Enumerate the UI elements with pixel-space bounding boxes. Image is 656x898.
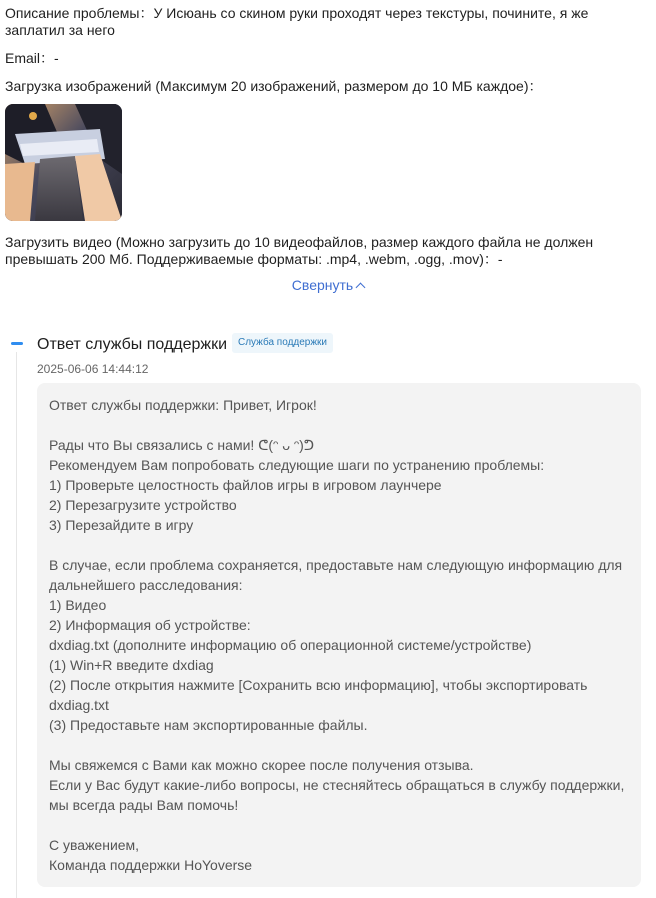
reply-line: 1) Видео (49, 597, 107, 613)
reply-line: Если у Вас будут какие-либо вопросы, не стесняйтесь обращаться в службу поддержки, (49, 777, 625, 793)
reply-line: 1) Проверьте целостность файлов игры в игровом лаунчере (49, 477, 442, 493)
support-badge: Служба поддержки (232, 333, 333, 353)
timeline-marker-icon (11, 342, 23, 345)
reply-line: 3) Перезайдите в игру (49, 517, 194, 533)
reply-line: мы всегда рады Вам помочь! (49, 797, 239, 813)
reply-line (49, 415, 634, 435)
reply-line: Команда поддержки HoYoverse (49, 857, 253, 873)
video-upload-line-2: превышать 200 Мб. Поддерживаемые форматы: .mp4, .webm, .ogg, .mov)：- (5, 251, 503, 267)
reply-line: Ответ службы поддержки: Привет, Игрок! (49, 397, 317, 413)
reply-line (49, 815, 634, 835)
problem-description-line-1: Описание проблемы：У Исюань со скином руки проходят через текстуры, почините, я же (5, 5, 589, 21)
reply-line: В случае, если проблема сохраняется, предоставьте нам следующую информацию для (49, 557, 623, 573)
images-upload-label: Загрузка изображений (Максимум 20 изображений, размером до 10 МБ каждое)： (5, 78, 543, 94)
reply-line: Мы свяжемся с Вами как можно скорее после получения отзыва. (49, 757, 474, 773)
reply-title: Ответ службы поддержки (37, 336, 228, 353)
reply-timestamp: 2025-06-06 14:44:12 (37, 362, 149, 376)
collapse-label: Свернуть (291, 277, 354, 293)
reply-line: 2) Перезагрузите устройство (49, 497, 237, 513)
reply-line: (3) Предоставьте нам экспортированные файлы. (49, 717, 368, 733)
reply-message-box (37, 383, 641, 887)
reply-line: Рекомендуем Вам попробовать следующие шаги по устранению проблемы: (49, 457, 545, 473)
problem-description-line-2: заплатил за него (5, 22, 115, 38)
reply-line: 2) Информация об устройстве: (49, 617, 251, 633)
reply-line: Рады что Вы связались с нами! ᕦ(ᵔ ᴗ ᵔ)ᕤ (49, 437, 315, 453)
reply-line (49, 535, 634, 555)
reply-line: (2) После открытия нажмите [Сохранить всю информацию], чтобы экспортировать (49, 677, 588, 693)
reply-line: dxdiag.txt (дополните информацию об операционной системе/устройстве) (49, 637, 532, 653)
reply-line: dxdiag.txt (49, 697, 109, 713)
screenshot-thumbnail-image (5, 104, 122, 221)
timeline-line (16, 352, 17, 898)
collapse-link[interactable] (0, 277, 656, 294)
reply-message-body (49, 395, 634, 875)
uploaded-image-thumbnail[interactable] (5, 104, 122, 221)
email-field: Email：- (5, 50, 59, 66)
chevron-up-icon (356, 283, 366, 293)
reply-line: С уважением, (49, 837, 140, 853)
reply-line: дальнейшего расследования: (49, 577, 243, 593)
reply-line: (1) Win+R введите dxdiag (49, 657, 214, 673)
reply-line (49, 735, 634, 755)
video-upload-line-1: Загрузить видео (Можно загрузить до 10 видеофайлов, размер каждого файла не должен (5, 234, 594, 250)
